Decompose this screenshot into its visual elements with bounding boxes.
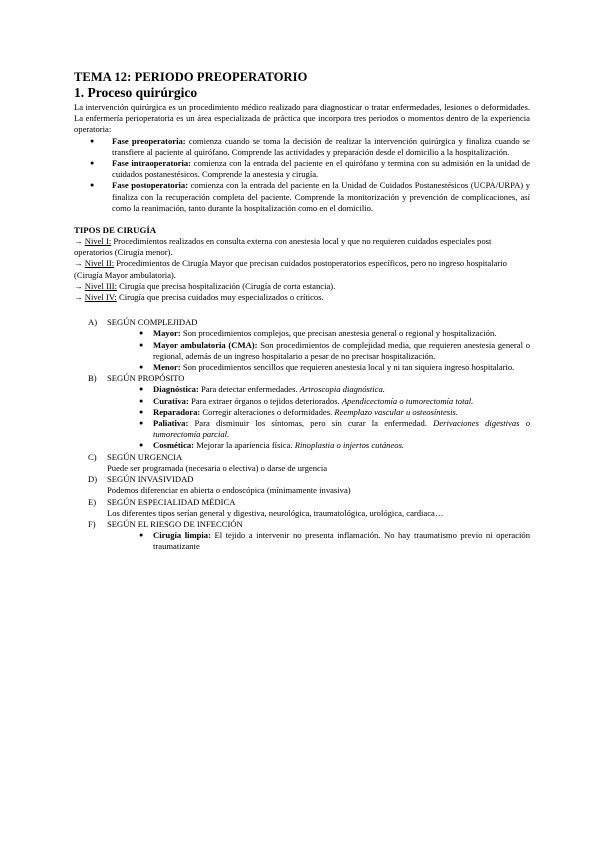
- nivel-label: Nivel I:: [84, 236, 112, 247]
- arrow-icon: →: [74, 292, 83, 303]
- list-item: [153, 396, 530, 407]
- item-example: Artroscopia diagnóstica.: [299, 384, 385, 395]
- item-label: Diagnóstica:: [153, 384, 199, 395]
- phase-item: [112, 136, 530, 158]
- list-item: [153, 384, 530, 395]
- section-title: SEGÚN PROPÓSITO: [107, 373, 185, 384]
- section-body: Podemos diferenciar en abierta o endoscópica (mínimamente invasiva): [107, 485, 351, 496]
- section-letter: B): [88, 373, 97, 384]
- nivel-text: Cirugía que precisa cuidados muy especializados o críticos.: [116, 292, 324, 303]
- section-letter: C): [88, 451, 97, 462]
- section-b: [74, 373, 530, 451]
- item-label: Curativa:: [153, 395, 189, 406]
- nivel-line: [74, 292, 530, 303]
- nivel-text: Cirugía que precisa hospitalización (Cirugía de corta estancia).: [116, 280, 336, 291]
- phase-text: comienza cuando se toma la decisión de realizar la intervención quirúrgica y finaliza cuando se transfiere al paciente al quirófano. Comprende las actividades y preparación desde el domicilio a la hospitalización.: [112, 135, 530, 157]
- item-text: Para disminuir los síntomas, pero sin curar la enfermedad.: [188, 418, 434, 429]
- section-letter: F): [88, 518, 96, 529]
- nivel-text: Procedimientos de Cirugía Mayor que precisan cuidados postoperatorios específicos, pero no ingreso hospitalario (Cirugía Mayor ambulatoria).: [74, 258, 507, 280]
- item-text: Son procedimientos sencillos que requieren anestesia local y ni tan siquiera ingreso hospitalario.: [180, 362, 515, 373]
- item-text: El tejido a intervenir no presenta inflamación. No hay traumatismo previo ni operación traumatizante: [153, 530, 530, 552]
- phase-item: [112, 158, 530, 180]
- item-label: Cosmética:: [153, 440, 195, 451]
- item-text: Son procedimientos complejos, que precisan anestesia general o regional y hospitalización.: [180, 328, 497, 339]
- list-item: [153, 328, 530, 339]
- document-page: [74, 70, 530, 553]
- section-f: [74, 519, 530, 553]
- section-list: [107, 328, 530, 373]
- phase-text: comienza con la entrada del paciente en la Unidad de Cuidados Postanestésicos (UCPA/URPA) y finaliza con la recuperación completa del paciente. Comprende la monitorización y prevención de complicaciones, así como la reanimación, tanto durante la hospitalización como en el domicilio.: [112, 180, 530, 213]
- item-example: Derivaciones digestivas o tumorectomía parcial.: [153, 418, 530, 440]
- item-text: Mejorar la apariencia física.: [194, 440, 295, 451]
- nivel-line: [74, 281, 530, 292]
- section-letter: E): [88, 496, 97, 507]
- section-c: [74, 452, 530, 474]
- nivel-label: Nivel II:: [84, 258, 115, 269]
- list-item: [153, 362, 530, 373]
- item-text: Para detectar enfermedades.: [198, 384, 300, 395]
- section-e: [74, 497, 530, 519]
- list-item: [153, 530, 530, 552]
- list-item: [153, 440, 530, 451]
- section-list: [107, 530, 530, 552]
- nivel-label: Nivel III:: [84, 280, 117, 291]
- section-body: Los diferentes tipos serían general y digestiva, neurológica, traumatológica, urológica, cardiaca…: [107, 507, 444, 518]
- item-label: Menor:: [153, 362, 181, 373]
- phase-item: [112, 180, 530, 214]
- arrow-icon: →: [74, 258, 83, 269]
- section-letter: A): [88, 317, 98, 328]
- list-item: [153, 407, 530, 418]
- item-example: Apendicectomía o tumorectomía total.: [341, 395, 474, 406]
- phase-label: Fase postoperatoria:: [112, 180, 189, 191]
- arrow-icon: →: [74, 280, 83, 291]
- nivel-line: [74, 236, 530, 258]
- phase-list: [74, 136, 530, 214]
- item-text: Para extraer órganos o tejidos deteriorados.: [188, 395, 342, 406]
- section-list: [107, 384, 530, 451]
- section-letter: D): [88, 474, 98, 485]
- item-label: Mayor:: [153, 328, 181, 339]
- section-title: SEGÚN EL RIESGO DE INFECCIÓN: [107, 518, 243, 529]
- section-title: SEGÚN URGENCIA: [107, 451, 183, 462]
- list-item: [153, 340, 530, 362]
- item-label: Reparadora:: [153, 406, 201, 417]
- phase-label: Fase intraoperatoria:: [112, 158, 191, 169]
- section-heading: 1. Proceso quirúrgico: [74, 85, 198, 100]
- item-example: Rinoplastia o injertos cutáneos.: [294, 440, 405, 451]
- intro-paragraph: La intervención quirúrgica es un procedimiento médico realizado para diagnosticar o tratar enfermedades, lesiones o deformidades. La enfermería perioperatoria es un área especializada de práctica que incorpora tres periodos o momentos dentro de la experiencia operatoria:: [74, 102, 530, 135]
- item-example: Reemplazo vascular u osteosíntesis.: [334, 406, 459, 417]
- item-text: Corregir alteraciones o deformidades.: [200, 406, 335, 417]
- phase-label: Fase preoperatoria:: [112, 135, 186, 146]
- section-a: [74, 317, 530, 373]
- section-d: [74, 474, 530, 496]
- nivel-label: Nivel IV:: [84, 292, 117, 303]
- nivel-text: Procedimientos realizados en consulta externa con anestesia local y que no requieren cuidados especiales post operatorios (Cirugía menor).: [74, 236, 492, 258]
- classification-sections: [74, 317, 530, 552]
- item-text: Son procedimientos de complejidad media, que requieren anestesia general o regional, además de un ingreso hospitalario a pesar de no precisar hospitalización.: [153, 339, 530, 361]
- item-label: Paliativa:: [153, 418, 189, 429]
- list-item: [153, 418, 530, 440]
- tipos-heading: TIPOS DE CIRUGÍA: [74, 225, 157, 236]
- section-title: SEGÚN COMPLEJIDAD: [107, 317, 198, 328]
- section-title: SEGÚN ESPECIALIDAD MÉDICA: [107, 496, 236, 507]
- section-body: Puede ser programada (necesaria o electiva) o darse de urgencia: [107, 462, 328, 473]
- arrow-icon: →: [74, 236, 83, 247]
- section-title: SEGÚN INVASIVIDAD: [107, 474, 194, 485]
- nivel-line: [74, 258, 530, 280]
- item-label: Mayor ambulatoria (CMA):: [153, 339, 258, 350]
- phase-text: comienza con la entrada del paciente en el quirófano y termina con su admisión en la unidad de cuidados postanestésicos. Comprende la anestesia y cirugía.: [112, 158, 530, 180]
- page-title: TEMA 12: PERIODO PREOPERATORIO: [74, 70, 308, 84]
- item-label: Cirugía limpia:: [153, 530, 211, 541]
